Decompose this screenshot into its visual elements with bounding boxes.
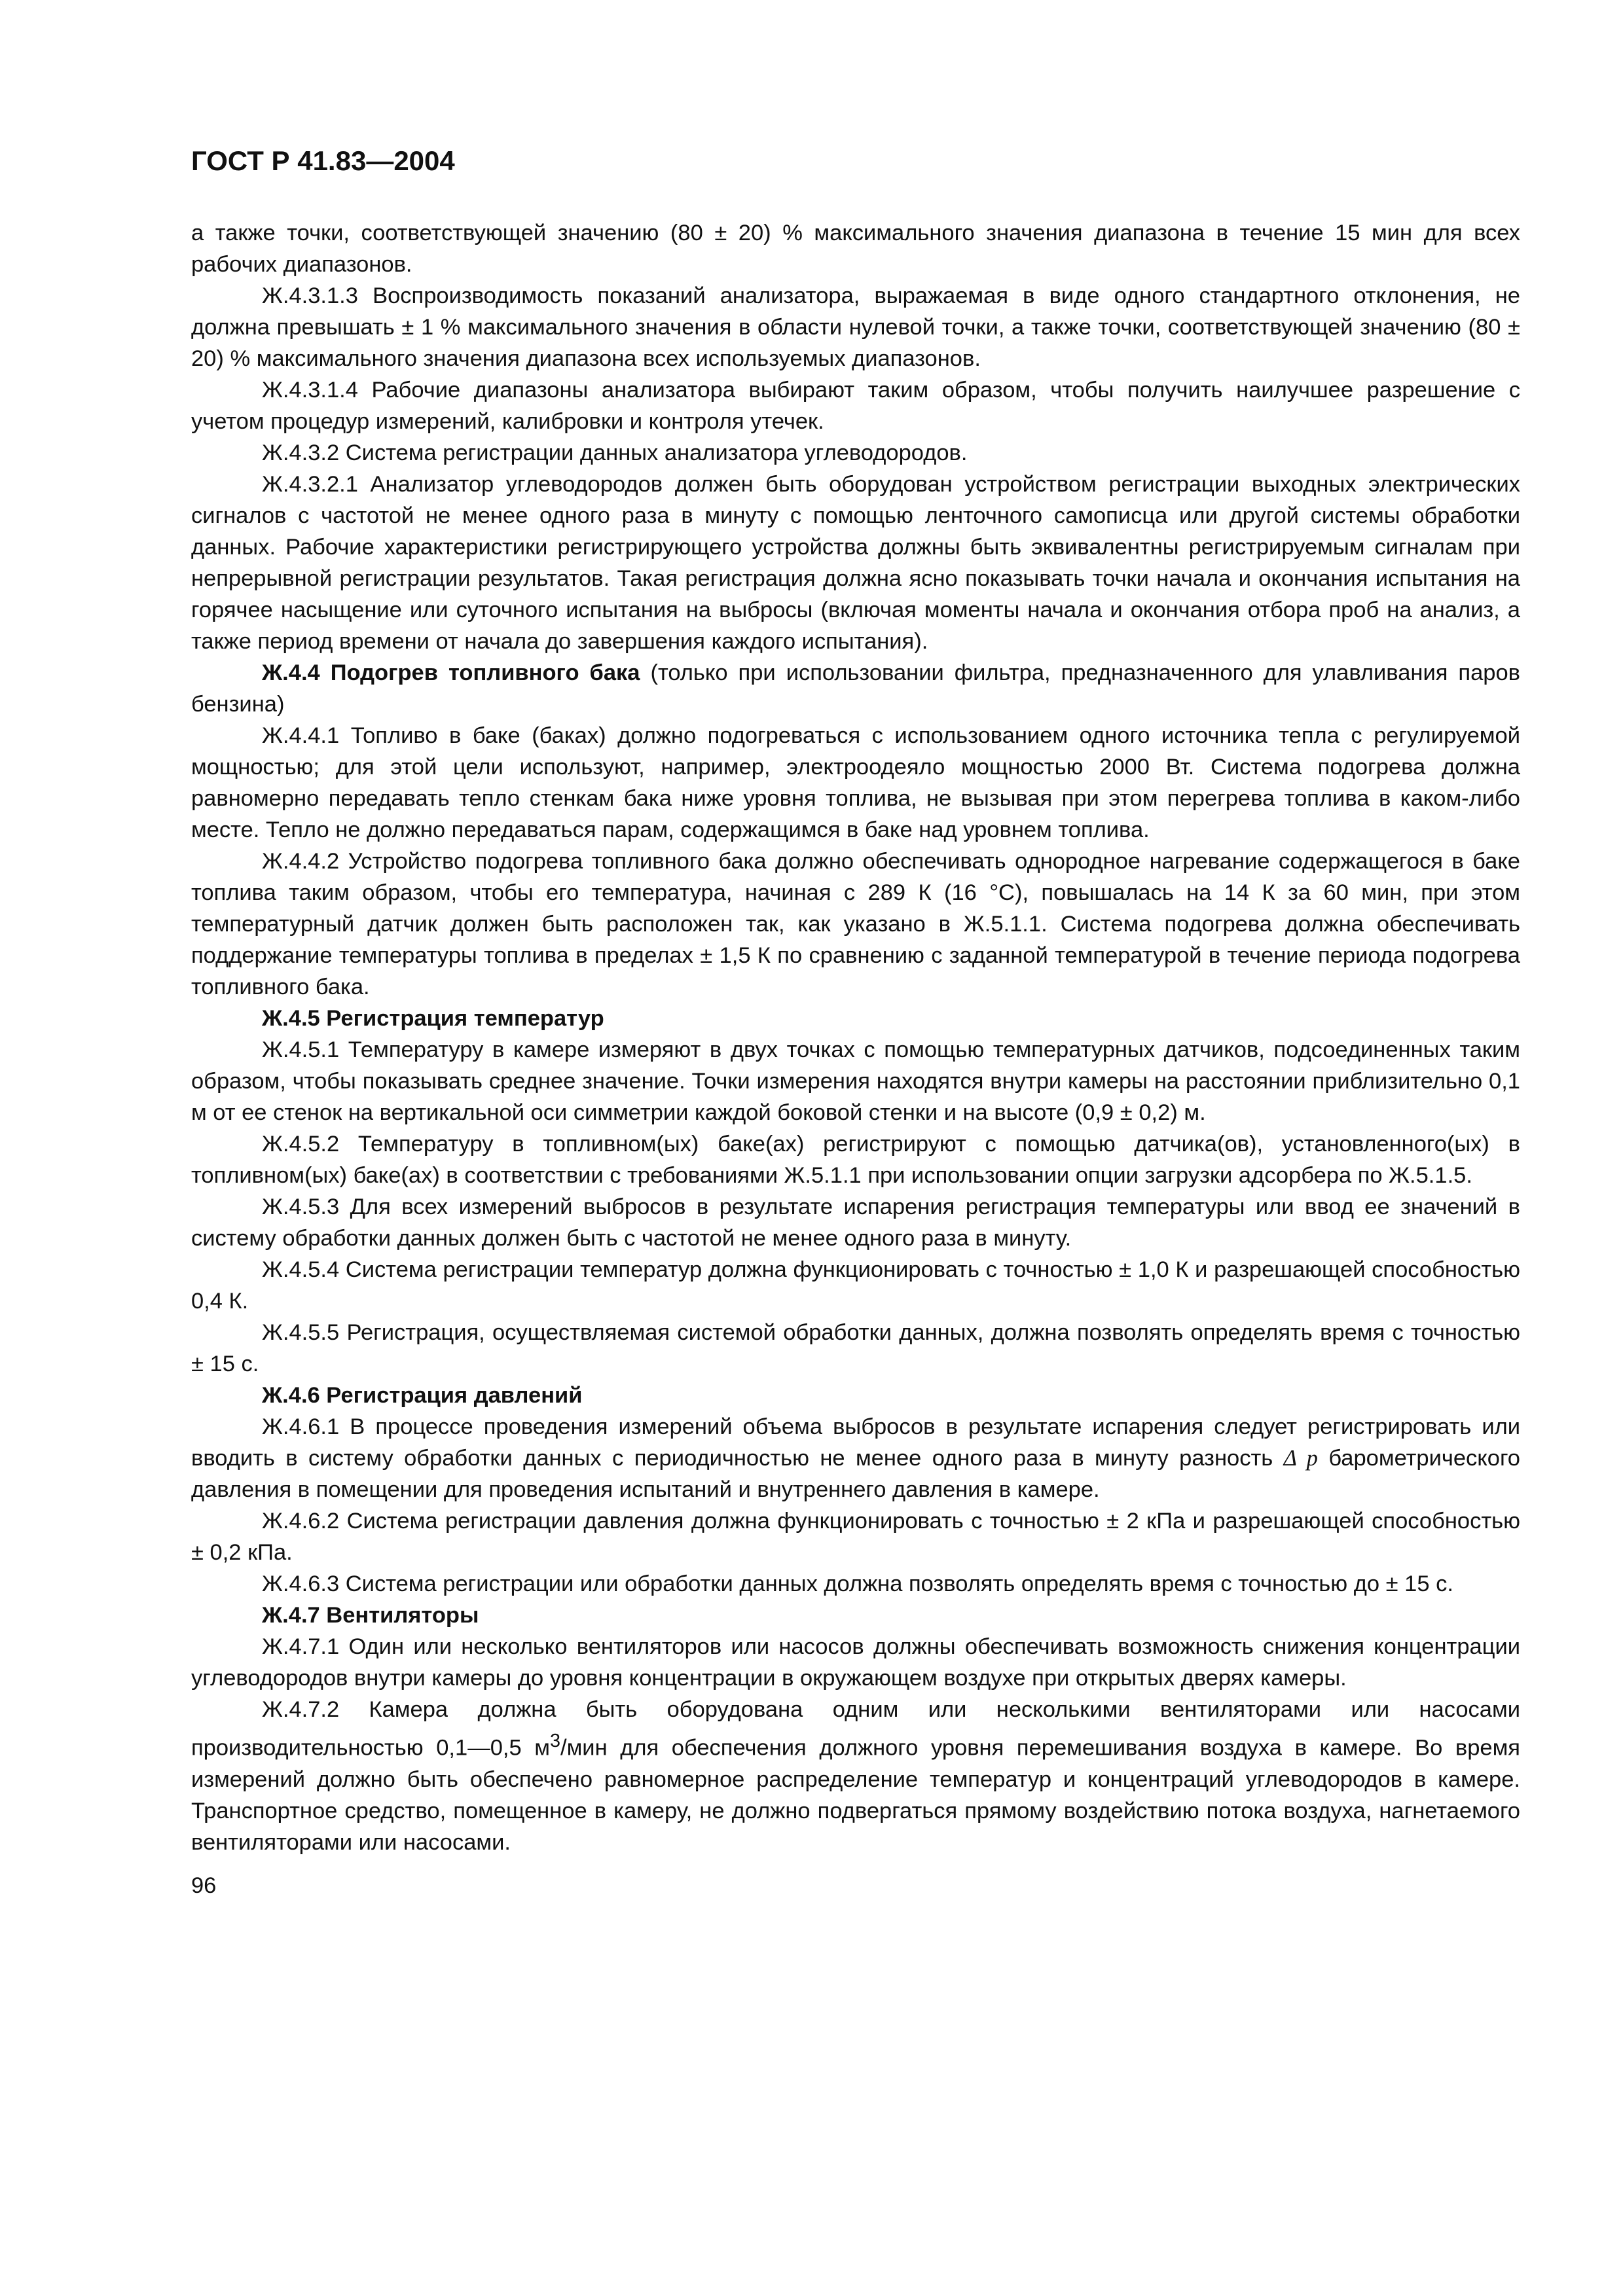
paragraph-zh-4-5-1: Ж.4.5.1 Температуру в камере измеряют в двух точках с помощью температурных датчиков, подсоединенных таким образом, чтобы показывать среднее значение. Точки измерения находятся внутри камеры на расстоянии приблизительно 0,1 м от ее стенок на вертикальной оси симметрии каждой боковой стенки и на высоте (0,9 ± 0,2) м. (191, 1037, 1520, 1125)
paragraph-text-part: Ж.4.7.2 Камера должна быть оборудована одним или несколькими вентиляторами или насосами производительностью 0,1—0,5 м (191, 1697, 1520, 1761)
document-body (191, 217, 1520, 1858)
paragraph-zh-4-3-2: Ж.4.3.2 Система регистрации данных анализатора углеводородов. (262, 440, 968, 465)
section-heading-fuel-tank-heating: Ж.4.4 Подогрев топливного бака (262, 660, 640, 685)
paragraph-zh-4-4 (191, 657, 1520, 720)
paragraph-zh-4-6-1 (191, 1411, 1520, 1505)
paragraph-zh-4-7-1: Ж.4.7.1 Один или несколько вентиляторов или насосов должны обеспечивать возможность снижения концентрации углеводородов внутри камеры до уровня концентрации в окружающем воздухе при открытых дверях камеры. (191, 1634, 1520, 1691)
cubic-superscript: 3 (550, 1731, 560, 1751)
paragraph-zh-4-4-1: Ж.4.4.1 Топливо в баке (баках) должно подогреваться с использованием одного источника тепла с регулируемой мощностью; для этой цели используют, например, электроодеяло мощностью 2000 Вт. Система подогрева должна равномерно передавать тепло стенкам бака ниже уровня топлива, не вызывая при этом перегрева топлива в каком-либо месте. Тепло не должно передаваться парам, содержащимся в баке над уровнем топлива. (191, 723, 1520, 842)
paragraph-continuation: а также точки, соответствующей значению (80 ± 20) % максимального значения диапазона в течение 15 мин для всех рабочих диапазонов. (191, 221, 1520, 277)
paragraph-text-part: Ж.4.6.1 В процессе проведения измерений объема выбросов в результате испарения следует регистрировать или вводить в систему обработки данных с периодичностью не менее одного раза в минуту разность (191, 1414, 1520, 1471)
paragraph-zh-4-3-2-1: Ж.4.3.2.1 Анализатор углеводородов должен быть оборудован устройством регистрации выходных электрических сигналов с частотой не менее одного раза в минуту с помощью ленточного самописца или другой системы обработки данных. Рабочие характеристики регистрирующего устройства должны быть эквивалентны регистрируемым сигналам при непрерывной регистрации результатов. Такая регистрация должна ясно показывать точки начала и окончания испытания на горячее насыщение или суточного испытания на выбросы (включая моменты начала и окончания отбора проб на анализ, а также период времени от начала до завершения каждого испытания). (191, 472, 1520, 654)
paragraph-zh-4-3-1-4: Ж.4.3.1.4 Рабочие диапазоны анализатора выбирают таким образом, чтобы получить наилучшее разрешение с учетом процедур измерений, калибровки и контроля утечек. (191, 378, 1520, 434)
paragraph-text-part: /мин для обеспечения должного уровня перемешивания воздуха в камере. Во время измерений должно быть обеспечено равномерное распределение температур и концентраций углеводородов в камере. Транспортное средство, помещенное в камеру, не должно подвергаться прямому воздействию потока воздуха, нагнетаемого вентиляторами или насосами. (191, 1735, 1520, 1855)
pressure-difference-symbol: Δ p (1283, 1446, 1318, 1471)
paragraph-zh-4-5-3: Ж.4.5.3 Для всех измерений выбросов в результате испарения регистрация температуры или ввод ее значений в систему обработки данных должен быть с частотой не менее одного раза в минуту. (191, 1194, 1520, 1251)
paragraph-zh-4-3-1-3: Ж.4.3.1.3 Воспроизводимость показаний анализатора, выражаемая в виде одного стандартного отклонения, не должна превышать ± 1 % максимального значения в области нулевой точки, а также точки, соответствующей значению (80 ± 20) % максимального значения диапазона всех используемых диапазонов. (191, 283, 1520, 371)
section-heading-temperature-recording: Ж.4.5 Регистрация температур (262, 1006, 604, 1031)
paragraph-text-part: барометрического давления в помещении для проведения испытаний и внутреннего давления в камере. (191, 1446, 1520, 1502)
paragraph-zh-4-5-5: Ж.4.5.5 Регистрация, осуществляемая системой обработки данных, должна позволять определять время с точностью ± 15 с. (191, 1320, 1520, 1376)
paragraph-zh-4-5-2: Ж.4.5.2 Температуру в топливном(ых) баке(ах) регистрируют с помощью датчика(ов), установленного(ых) в топливном(ых) баке(ах) в соответствии с требованиями Ж.5.1.1 при использовании опции загрузки адсорбера по Ж.5.1.5. (191, 1132, 1520, 1188)
document-page (191, 144, 1520, 1901)
paragraph-zh-4-4-2: Ж.4.4.2 Устройство подогрева топливного бака должно обеспечивать однородное нагревание содержащегося в баке топлива таким образом, чтобы его температура, начиная с 289 К (16 °С), повышалась на 14 К за 60 мин, при этом температурный датчик должен быть расположен так, как указано в Ж.5.1.1. Система подогрева должна обеспечивать поддержание температуры топлива в пределах ± 1,5 К по сравнению с заданной температурой в течение периода подогрева топливного бака. (191, 849, 1520, 999)
page-number: 96 (191, 1873, 217, 1898)
paragraph-zh-4-6-3: Ж.4.6.3 Система регистрации или обработки данных должна позволять определять время с точностью до ± 15 с. (262, 1571, 1453, 1596)
paragraph-zh-4-7-2 (191, 1694, 1520, 1858)
section-heading-pressure-recording: Ж.4.6 Регистрация давлений (262, 1383, 583, 1408)
paragraph-zh-4-5-4: Ж.4.5.4 Система регистрации температур должна функционировать с точностью ± 1,0 К и разрешающей способностью 0,4 К. (191, 1257, 1520, 1314)
standard-header: ГОСТ Р 41.83—2004 (191, 145, 455, 176)
section-heading-note: (только при использовании фильтра, предназначенного для улавливания паров бензина) (191, 660, 1520, 717)
paragraph-zh-4-6-2: Ж.4.6.2 Система регистрации давления должна функционировать с точностью ± 2 кПа и разрешающей способностью ± 0,2 кПа. (191, 1509, 1520, 1565)
section-heading-fans: Ж.4.7 Вентиляторы (262, 1603, 479, 1628)
